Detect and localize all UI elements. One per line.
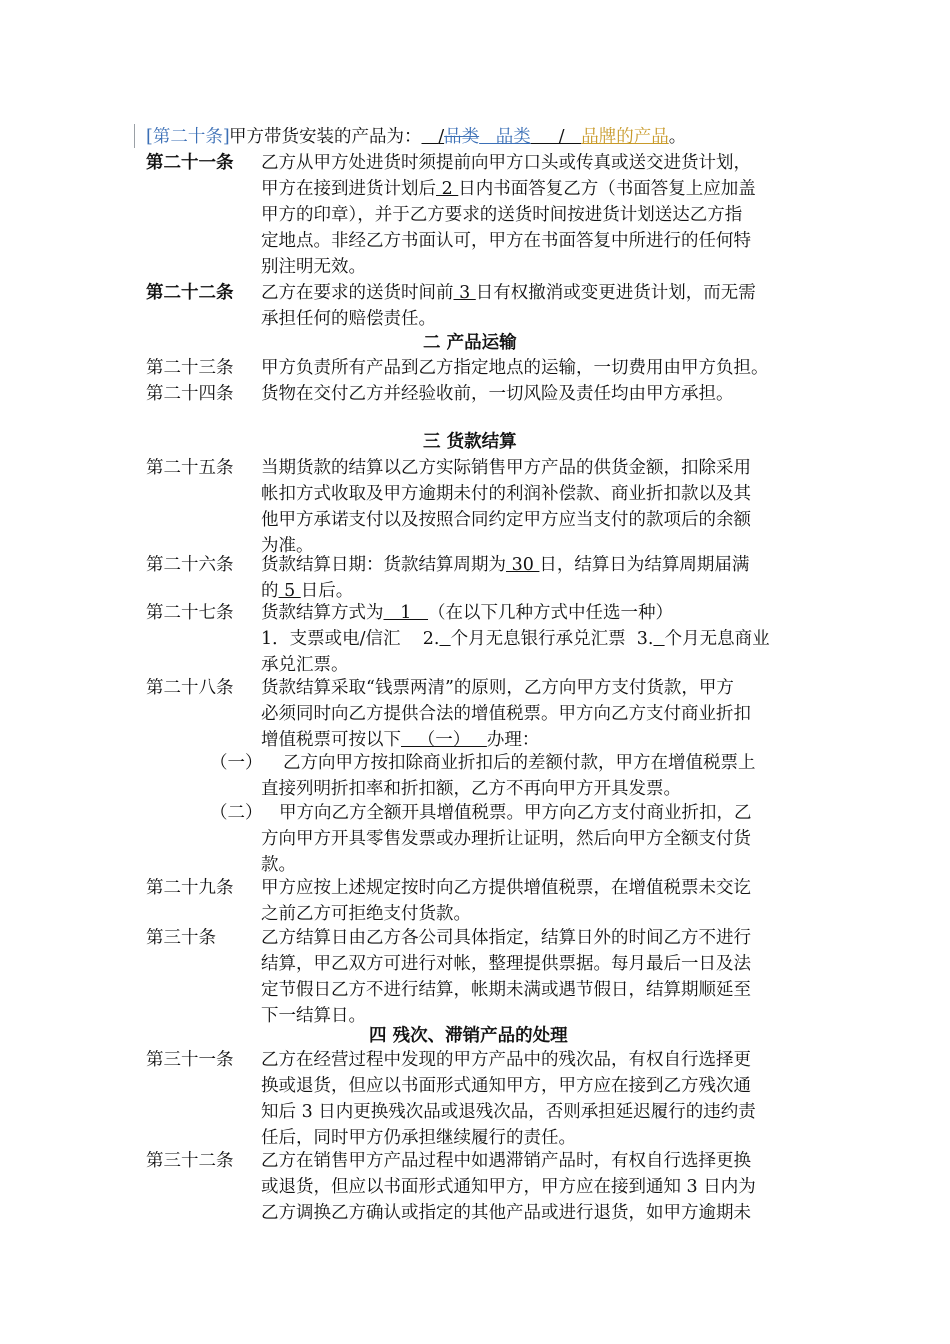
change-bar — [134, 124, 135, 148]
article-32-line-3: 乙方调换乙方确认或指定的其他产品或进行退货，如甲方逾期未 — [261, 1203, 751, 1223]
article-20-slash: / — [438, 127, 445, 147]
article-28-label: 第二十八条 — [146, 678, 234, 698]
article-29-label: 第二十九条 — [146, 878, 234, 898]
article-25-line-4: 为准。 — [261, 536, 314, 556]
article-20-blank2: / — [530, 127, 582, 147]
article-28-line-3: 增值税票可按以下 （一） 办理： — [261, 730, 540, 750]
article-24-text: 货物在交付乙方并经验收前，一切风险及责任均由甲方承担。 — [261, 384, 734, 404]
section-3-heading: 三 货款结算 — [423, 432, 517, 452]
section-4-heading: 四 残次、滞销产品的处理 — [369, 1026, 568, 1046]
article-26-label: 第二十六条 — [146, 555, 234, 575]
item-1-line-1: 乙方向甲方按扣除商业折扣后的差额付款，甲方在增值税票上 — [283, 753, 756, 773]
article-21-line-1: 乙方从甲方处进货时须提前向甲方口头或传真或送交进货计划， — [261, 153, 751, 173]
article-29-line-1: 甲方应按上述规定按时向乙方提供增值税票，在增值税票未交讫 — [261, 878, 751, 898]
item-2-line-2: 方向甲方开具零售发票或办理折让证明，然后向甲方全额支付货 — [261, 829, 751, 849]
article-31-line-4: 任后，同时甲方仍承担继续履行的责任。 — [261, 1128, 576, 1148]
article-30-line-3: 定节假日乙方不进行结算，帐期未满或遇节假日，结算期顺延至 — [261, 980, 751, 1000]
article-25-line-2: 帐扣方式收取及甲方逾期未付的利润补偿款、商业折扣款以及其 — [261, 484, 751, 504]
article-27-line-1: 货款结算方式为 1 （在以下几种方式中任选一种） — [261, 603, 674, 623]
article-31-line-3: 知后 3 日内更换残次品或退残次品，否则承担延迟履行的违约责 — [261, 1102, 756, 1122]
article-30-line-2: 结算，甲乙双方可进行对帐，整理提供票据。每月最后一日及法 — [261, 954, 751, 974]
article-22-label: 第二十二条 — [146, 283, 234, 303]
article-31-line-1: 乙方在经营过程中发现的甲方产品中的残次品，有权自行选择更 — [261, 1050, 751, 1070]
article-22-line-2: 承担任何的赔偿责任。 — [261, 309, 436, 329]
article-25-line-3: 他甲方承诺支付以及按照合同约定甲方应当支付的款项后的余额 — [261, 510, 751, 530]
article-27-label: 第二十七条 — [146, 603, 234, 623]
item-2-line-1: 甲方向乙方全额开具增值税票。甲方向乙方支付商业折扣，乙 — [279, 803, 752, 823]
article-21-line-5: 别注明无效。 — [261, 257, 366, 277]
article-24-label: 第二十四条 — [146, 384, 234, 404]
article-26-line-1: 货款结算日期：货款结算周期为 30 日，结算日为结算周期届满 — [261, 555, 750, 575]
article-20-label: [第二十条] — [146, 127, 230, 147]
item-1-line-2: 直接列明折扣率和折扣额，乙方不再向甲方开具发票。 — [261, 779, 681, 799]
article-30-line-4: 下一结算日。 — [261, 1006, 366, 1026]
article-20-brand: 品牌的产品 — [581, 127, 669, 147]
article-30-label: 第三十条 — [146, 928, 216, 948]
article-31-line-2: 换或退货，但应以书面形式通知甲方，甲方应在接到乙方残次通 — [261, 1076, 751, 1096]
article-29-line-2: 之前乙方可拒绝支付货款。 — [261, 904, 471, 924]
article-20-struck: 品类 — [444, 127, 480, 147]
article-26-line-2: 的 5 日后。 — [261, 581, 354, 601]
article-20-end: 。 — [668, 127, 687, 147]
article-25-line-1: 当期货款的结算以乙方实际销售甲方产品的供货金额，扣除采用 — [261, 458, 751, 478]
article-20-text: 甲方带货安装的产品为： — [229, 127, 422, 147]
article-23-text: 甲方负责所有产品到乙方指定地点的运输，一切费用由甲方负担。 — [261, 358, 769, 378]
article-27-line-2: 1．支票或电/信汇 2. 个月无息银行承兑汇票 3. 个月无息商业 — [261, 629, 770, 649]
article-21-line-3: 甲方的印章），并于乙方要求的送货时间按进货计划送达乙方指 — [261, 205, 743, 225]
article-27-line-3: 承兑汇票。 — [261, 655, 349, 675]
article-31-label: 第三十一条 — [146, 1050, 234, 1070]
article-28-line-1: 货款结算采取“钱票两清”的原则，乙方向甲方支付货款，甲方 — [261, 678, 734, 698]
article-21-line-2: 甲方在接到进货计划后 2 日内书面答复乙方（书面答复上应加盖 — [261, 179, 756, 199]
article-32-line-1: 乙方在销售甲方产品过程中如遇滞销产品时，有权自行选择更换 — [261, 1151, 751, 1171]
article-22-line-1: 乙方在要求的送货时间前 3 日有权撤消或变更进货计划，而无需 — [261, 283, 756, 303]
article-23-label: 第二十三条 — [146, 358, 234, 378]
section-2-heading: 二 产品运输 — [423, 333, 517, 353]
article-21-label: 第二十一条 — [146, 153, 234, 173]
article-25-label: 第二十五条 — [146, 458, 234, 478]
article-21-line-4: 定地点。非经乙方书面认可，甲方在书面答复中所进行的任何特 — [261, 231, 751, 251]
article-32-label: 第三十二条 — [146, 1151, 234, 1171]
article-20-inserted: 品类 — [479, 127, 531, 147]
item-2-number: （二） — [210, 803, 263, 823]
article-30-line-1: 乙方结算日由乙方各公司具体指定，结算日外的时间乙方不进行 — [261, 928, 751, 948]
article-20-blank1 — [422, 127, 439, 147]
article-32-line-2: 或退货，但应以书面形式通知甲方，甲方应在接到通知 3 日内为 — [261, 1177, 756, 1197]
article-28-line-2: 必须同时向乙方提供合法的增值税票。甲方向乙方支付商业折扣 — [261, 704, 751, 724]
item-2-line-3: 款。 — [261, 855, 296, 875]
item-1-number: （一） — [210, 753, 263, 773]
